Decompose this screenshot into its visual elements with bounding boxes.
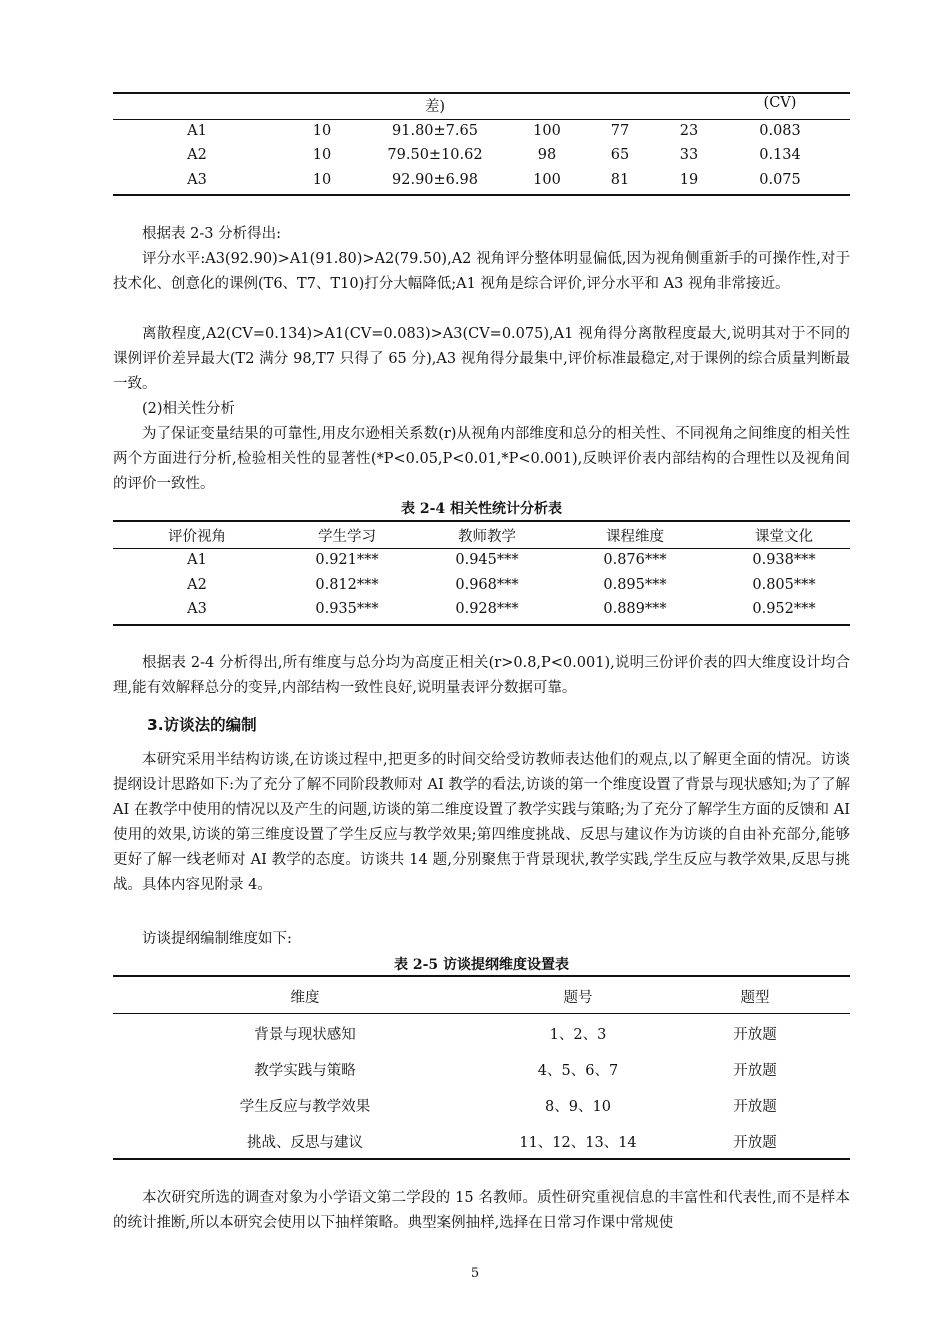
table-cell: 教学实践与策略	[254, 1063, 356, 1079]
table-cell: 77	[610, 123, 630, 139]
paragraph: 根据表 2-4 分析得出,所有维度与总分均为高度正相关(r>0.8,P<0.001),说明三份评价表的四大维度设计均合理,能有效解释总分的变异,内部结构一致性良好,说明量表评分数据可靠。	[113, 655, 850, 696]
table-cell: 23	[679, 123, 699, 139]
table-cell: 挑战、反思与建议	[247, 1135, 363, 1151]
table-header-rule	[113, 1013, 850, 1014]
table-cell: 背景与现状感知	[254, 1027, 356, 1043]
paragraph: 本次研究所选的调查对象为小学语文第二学段的 15 名教师。质性研究重视信息的丰富性和代表性,而不是样本的统计推断,所以本研究会使用以下抽样策略。典型案例抽样,选择在日常习作课中常规使	[113, 1190, 850, 1231]
table-cell: 65	[610, 147, 630, 163]
table-cell: 0.889***	[603, 601, 667, 617]
table-cell: 0.805***	[752, 577, 816, 593]
paragraph: 访谈提纲编制维度如下:	[142, 931, 292, 947]
table-cell: A1	[187, 123, 207, 139]
table-cell: 8、9、10	[545, 1099, 611, 1115]
table-cell: 开放题	[733, 1135, 777, 1151]
table-cell: 10	[312, 123, 332, 139]
table-cell: 学生反应与教学效果	[239, 1099, 371, 1115]
table-header-rule	[113, 119, 850, 120]
table-cell: 4、5、6、7	[537, 1063, 619, 1079]
table-caption: 表 2-4 相关性统计分析表	[400, 501, 563, 517]
page-number: 5	[470, 1266, 480, 1281]
table-cell: 0.968***	[455, 577, 519, 593]
table-cell: A3	[187, 172, 207, 188]
paragraph: 评分水平:A3(92.90)>A1(91.80)>A2(79.50),A2 视角评分整体明显偏低,因为视角侧重新手的可操作性,对于技术化、创意化的课例(T6、T7、T10)打分大幅降低;A1 视角是综合评价,评分水平和 A3 视角非常接近。	[113, 251, 850, 292]
table-cell: 1、2、3	[549, 1027, 607, 1043]
table-cell: 0.921***	[315, 552, 379, 568]
table-top-rule	[113, 975, 850, 977]
column-header: 评价视角	[168, 529, 226, 545]
table-cell: 开放题	[733, 1099, 777, 1115]
section-heading: 3.访谈法的编制	[147, 716, 257, 734]
table-cell: 开放题	[733, 1027, 777, 1043]
column-header: 题号	[563, 990, 593, 1006]
table-cell: 0.134	[759, 147, 801, 163]
table-caption: 表 2-5 访谈提纲维度设置表	[393, 957, 570, 973]
table-top-rule	[113, 520, 850, 522]
table-cell: A1	[187, 552, 207, 568]
subheading: (2)相关性分析	[142, 401, 236, 417]
table-cell: 0.876***	[603, 552, 667, 568]
table-cell: 10	[312, 172, 332, 188]
table-cell: A2	[187, 577, 207, 593]
table-cell: 19	[679, 172, 699, 188]
table-cell: 0.895***	[603, 577, 667, 593]
table-cell: 98	[537, 147, 557, 163]
column-header: 题型	[740, 990, 770, 1006]
table-cell: 0.945***	[455, 552, 519, 568]
table-cell: 91.80±7.65	[392, 123, 478, 139]
table-cell: 开放题	[733, 1063, 777, 1079]
paragraph: 为了保证变量结果的可靠性,用皮尔逊相关系数(r)从视角内部维度和总分的相关性、不同视角之间维度的相关性两个方面进行分析,检验相关性的显著性(*P<0.05,P<0.01,*P<0.001),反映评价表内部结构的合理性以及视角间的评价一致性。	[113, 426, 850, 492]
paragraph: 根据表 2-3 分析得出:	[142, 226, 281, 242]
table-cell: 0.812***	[315, 577, 379, 593]
table-cell: 100	[533, 172, 561, 188]
table-cell: 10	[312, 147, 332, 163]
table-top-rule	[113, 92, 850, 94]
table-cell: 0.928***	[455, 601, 519, 617]
column-header: 课堂文化	[755, 529, 813, 545]
table-cell: 33	[679, 147, 699, 163]
paragraph: 本研究采用半结构访谈,在访谈过程中,把更多的时间交给受访教师表达他们的观点,以了解更全面的情况。访谈提纲设计思路如下:为了充分了解不同阶段教师对 AI 教学的看法,访谈的第一个维度设置了背景与现状感知;为了了解 AI 在教学中使用的情况以及产生的问题,访谈的第二维度设置了教学实践与策略;为了充分了解学生方面的反馈和 AI 使用的效果,访谈的第三维度设置了学生反应与教学效果;第四维度挑战、反思与建议作为访谈的自由补充部分,能够更好了解一线老师对 AI 教学的态度。访谈共 14 题,分别聚焦于背景现状,教学实践,学生反应与教学效果,反思与挑战。具体内容见附录 4。	[113, 752, 850, 893]
table-cell: 0.938***	[752, 552, 816, 568]
column-header: 教师教学	[458, 529, 516, 545]
table-cell: 100	[533, 123, 561, 139]
table-bottom-rule	[113, 194, 850, 196]
table-bottom-rule	[113, 624, 850, 626]
table-cell: 0.935***	[315, 601, 379, 617]
table-bottom-rule	[113, 1158, 850, 1160]
table-cell: 92.90±6.98	[392, 172, 478, 188]
table-cell: A3	[187, 601, 207, 617]
table-header-rule	[113, 548, 850, 549]
table-cell: 0.075	[759, 172, 801, 188]
table-header-fragment: 差)	[424, 99, 446, 115]
column-header: 学生学习	[318, 529, 376, 545]
table-cell: 0.083	[759, 123, 801, 139]
table-header-fragment: (CV)	[763, 95, 797, 111]
table-cell: 0.952***	[752, 601, 816, 617]
table-cell: A2	[187, 147, 207, 163]
table-cell: 79.50±10.62	[387, 147, 483, 163]
column-header: 课程维度	[606, 529, 664, 545]
table-cell: 81	[610, 172, 630, 188]
table-cell: 11、12、13、14	[519, 1135, 637, 1151]
paragraph: 离散程度,A2(CV=0.134)>A1(CV=0.083)>A3(CV=0.075),A1 视角得分离散程度最大,说明其对于不同的课例评价差异最大(T2 满分 98,T7 只得了 65 分),A3 视角得分最集中,评价标准最稳定,对于课例的综合质量判断最一致。	[113, 326, 850, 392]
column-header: 维度	[290, 990, 320, 1006]
